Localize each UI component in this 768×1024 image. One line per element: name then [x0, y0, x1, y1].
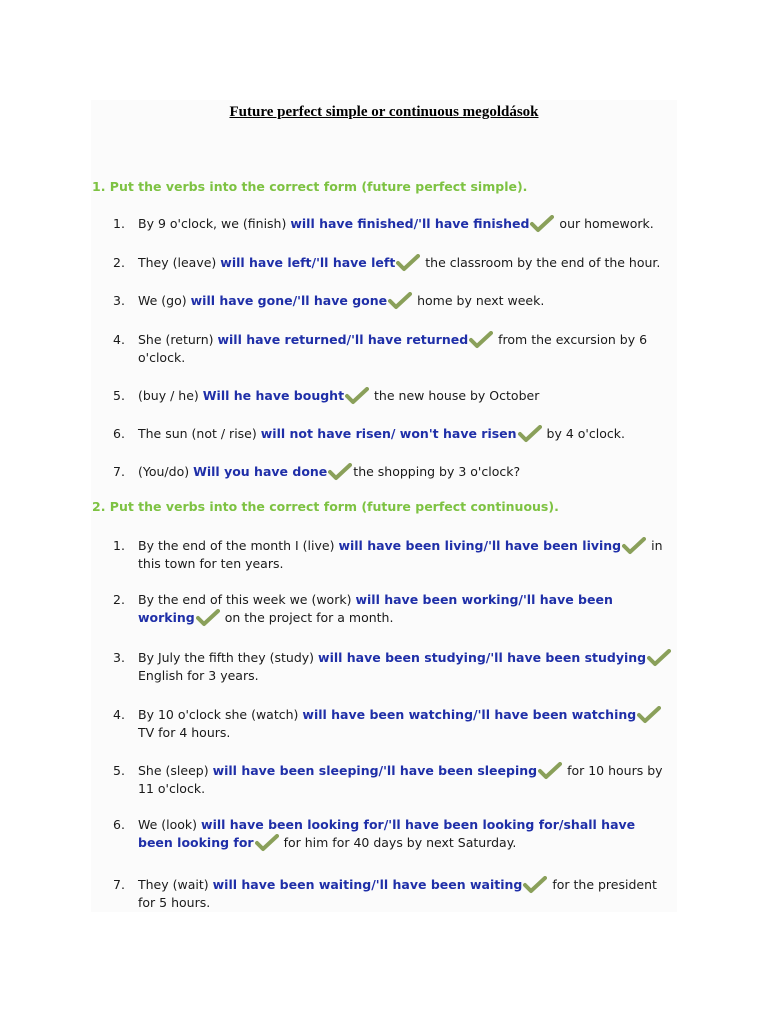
item-rest: TV for 4 hours. [138, 725, 231, 740]
item-answer: will have returned/'ll have returned [217, 332, 469, 347]
item-prompt: (You/do) [138, 464, 194, 479]
exercise-1-item-2 [113, 254, 673, 272]
item-number: 3. [113, 293, 125, 308]
checkmark-icon [530, 215, 554, 233]
item-number: 1. [113, 538, 125, 553]
item-text [138, 816, 673, 852]
section-1-heading: 1. Put the verbs into the correct form (future perfect simple). [92, 179, 528, 194]
exercise-2-item-5 [113, 762, 673, 798]
item-rest: from the excursion by 6 o'clock. [138, 332, 648, 365]
item-answer: will have finished/'ll have finished [290, 216, 530, 231]
item-rest: home by next week. [413, 293, 545, 308]
section-2-heading: 2. Put the verbs into the correct form (future perfect continuous). [92, 499, 559, 514]
item-number: 2. [113, 592, 125, 607]
item-answer: will not have risen/ won't have risen [260, 426, 517, 441]
exercise-2-item-1 [113, 537, 673, 573]
item-text [138, 425, 673, 443]
item-answer: will have been watching/'ll have been watching [302, 707, 637, 722]
item-number: 2. [113, 255, 125, 270]
item-answer: will have been studying/'ll have been studying [318, 650, 647, 665]
exercise-1-item-5 [113, 387, 673, 405]
item-prompt: She (sleep) [138, 763, 213, 778]
item-prompt: The sun (not / rise) [138, 426, 261, 441]
checkmark-icon [328, 463, 352, 481]
item-text [138, 649, 673, 685]
item-number: 4. [113, 332, 125, 347]
item-rest: the new house by October [370, 388, 540, 403]
item-prompt: (buy / he) [138, 388, 203, 403]
item-prompt: By the end of the month I (live) [138, 538, 339, 553]
exercise-2-item-3 [113, 649, 673, 685]
item-number: 5. [113, 763, 125, 778]
item-text [138, 876, 673, 912]
item-text [138, 292, 673, 310]
exercise-2-item-2 [113, 591, 673, 627]
item-answer: will have been living/'ll have been living [338, 538, 622, 553]
checkmark-icon [538, 762, 562, 780]
item-answer: will have been looking for/'ll have been looking for/shall have been looking for [138, 817, 636, 850]
checkmark-icon [255, 834, 279, 852]
item-text [138, 254, 673, 272]
item-prompt: We (look) [138, 817, 202, 832]
item-prompt: They (wait) [138, 877, 213, 892]
checkmark-icon [196, 609, 220, 627]
exercise-1-item-1 [113, 215, 673, 233]
item-text [138, 762, 673, 798]
exercise-1-item-6 [113, 425, 673, 443]
checkmark-icon [396, 254, 420, 272]
item-answer: will have been working/'ll have been working [138, 592, 613, 625]
item-prompt: By July the fifth they (study) [138, 650, 319, 665]
exercise-2-item-4 [113, 706, 673, 742]
item-rest: on the project for a month. [220, 610, 394, 625]
checkmark-icon [523, 876, 547, 894]
item-rest: in this town for ten years. [138, 538, 663, 571]
item-answer: will have left/'ll have left [220, 255, 396, 270]
checkmark-icon [345, 387, 369, 405]
item-prompt: We (go) [138, 293, 191, 308]
item-number: 7. [113, 464, 125, 479]
item-answer: will have been waiting/'ll have been waiting [212, 877, 523, 892]
item-answer: Will you have done [193, 464, 328, 479]
item-answer: Will he have bought [202, 388, 345, 403]
item-number: 5. [113, 388, 125, 403]
item-rest: for him for 40 days by next Saturday. [279, 835, 517, 850]
checkmark-icon [647, 649, 671, 667]
item-text [138, 387, 673, 405]
checkmark-icon [637, 706, 661, 724]
page-title: Future perfect simple or continuous megoldások [229, 104, 539, 120]
item-rest: English for 3 years. [138, 668, 259, 683]
item-prompt: By the end of this week we (work) [138, 592, 356, 607]
item-number: 7. [113, 877, 125, 892]
item-prompt: She (return) [138, 332, 218, 347]
item-number: 1. [113, 216, 125, 231]
item-rest: for the president for 5 hours. [138, 877, 657, 910]
exercise-1-item-3 [113, 292, 673, 310]
checkmark-icon [388, 292, 412, 310]
checkmark-icon [518, 425, 542, 443]
item-answer: will have been sleeping/'ll have been sleeping [212, 763, 538, 778]
item-rest: the classroom by the end of the hour. [421, 255, 661, 270]
item-text [138, 591, 673, 627]
item-number: 3. [113, 650, 125, 665]
item-rest: the shopping by 3 o'clock? [353, 464, 521, 479]
item-rest: by 4 o'clock. [542, 426, 625, 441]
item-prompt: They (leave) [138, 255, 221, 270]
exercise-1-item-7 [113, 463, 673, 481]
item-text [138, 706, 673, 742]
item-prompt: By 10 o'clock she (watch) [138, 707, 303, 722]
item-number: 6. [113, 817, 125, 832]
item-text [138, 331, 673, 367]
item-number: 4. [113, 707, 125, 722]
item-answer: will have gone/'ll have gone [190, 293, 388, 308]
item-rest: for 10 hours by 11 o'clock. [138, 763, 663, 796]
item-text [138, 537, 673, 573]
exercise-2-item-6 [113, 816, 673, 852]
item-rest: our homework. [555, 216, 654, 231]
exercise-2-item-7 [113, 876, 673, 912]
checkmark-icon [622, 537, 646, 555]
item-number: 6. [113, 426, 125, 441]
checkmark-icon [469, 331, 493, 349]
item-prompt: By 9 o'clock, we (finish) [138, 216, 291, 231]
exercise-1-item-4 [113, 331, 673, 367]
item-text [138, 215, 673, 233]
item-text [138, 463, 673, 481]
